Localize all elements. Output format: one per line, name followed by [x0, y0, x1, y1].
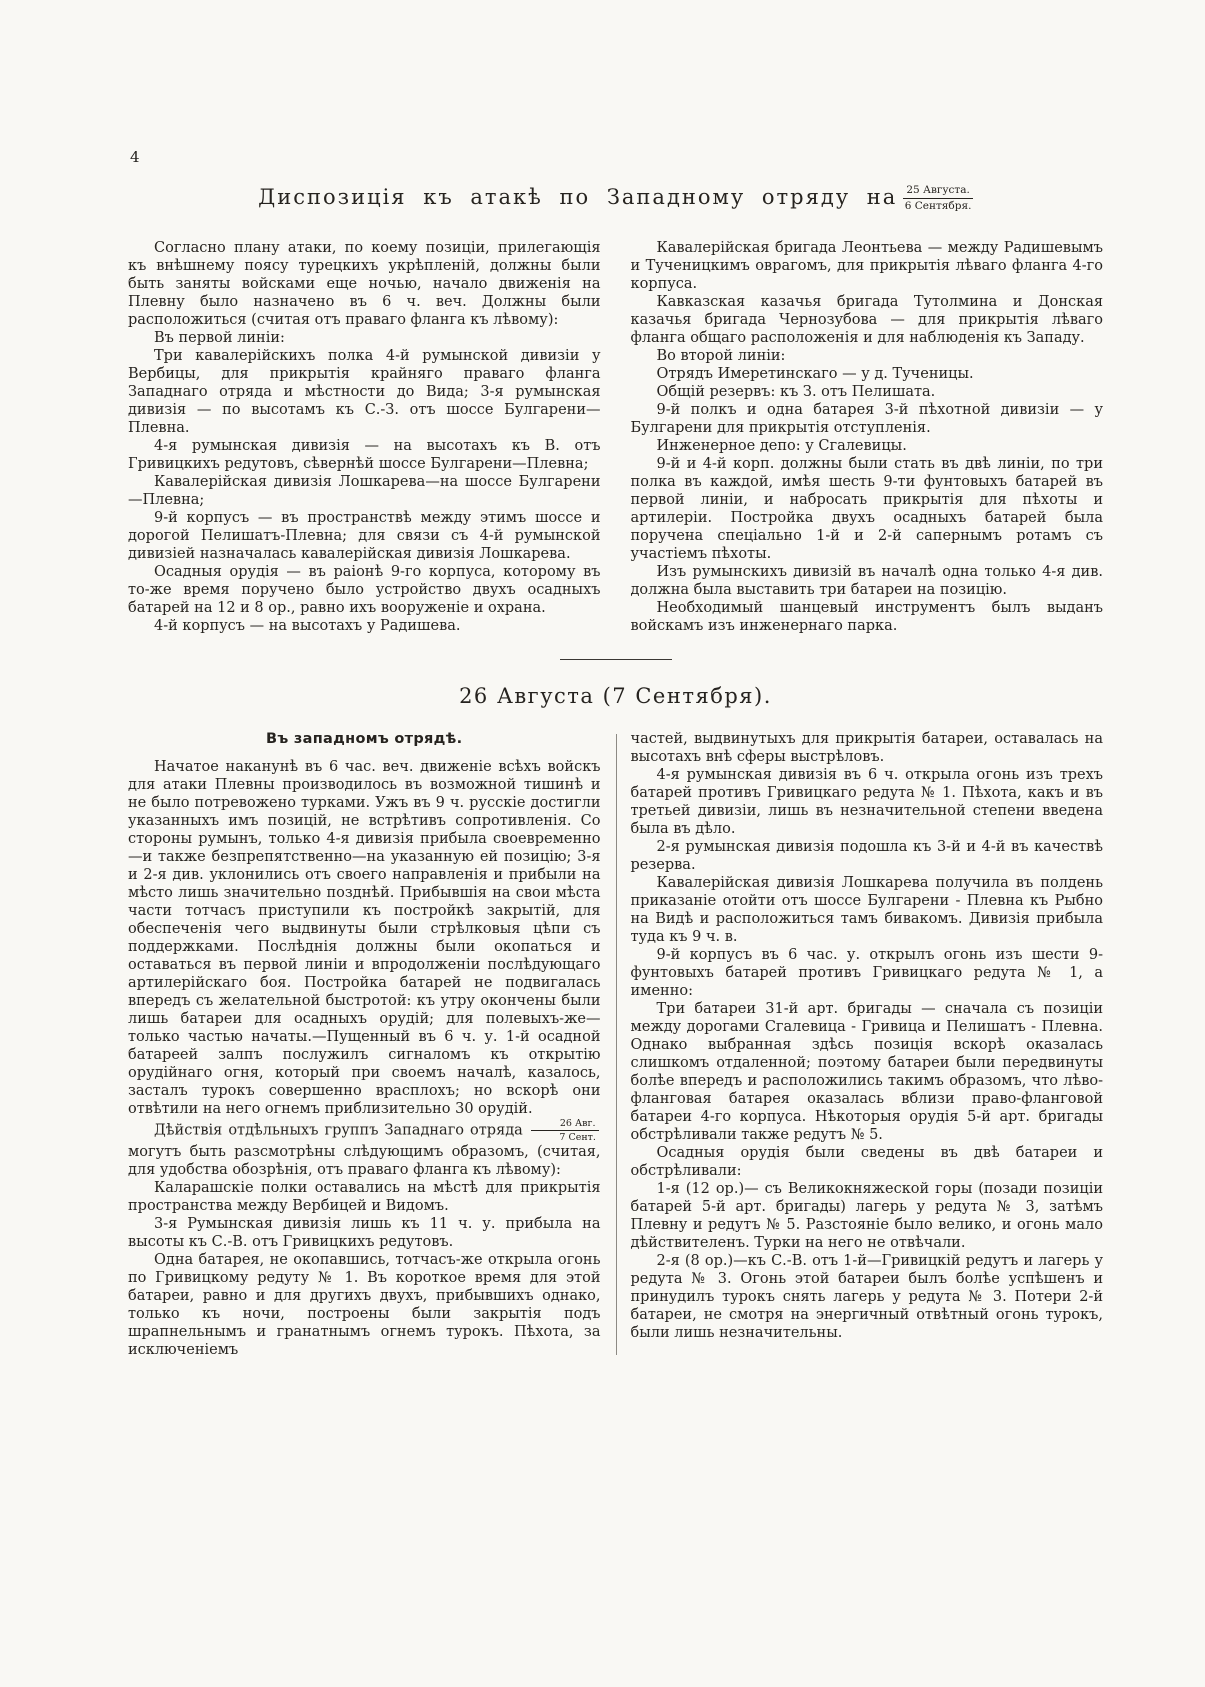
- paragraph: Кавалерійская дивизія Лошкарева—на шоссе Булгарени—Плевна;: [128, 474, 601, 508]
- main-heading-text: Диспозиція къ атакѣ по Западному отряду на: [258, 185, 898, 209]
- paragraph: 9-й и 4-й корп. должны были стать въ двѣ линіи, по три полка въ каждой, имѣя шесть 9-ти фунтовыхъ батарей въ первой линіи, и набросать прикрытія для пѣхоты и артилеріи. Постройка двухъ осадныхъ батарей была поручена спеціально 1-й и 2-й сапернымъ ротамъ съ участіемъ пѣхоты.: [630, 456, 1103, 562]
- fraction-para-after: могутъ быть разсмотрѣны слѣдующимъ образомъ, (считая, для удобства обозрѣнія, отъ праваго фланга къ лѣвому):: [128, 1144, 601, 1178]
- paragraph: 3-я Румынская дивизія лишь къ 11 ч. у. прибыла на высоты къ С.-В. отъ Гривицкихъ редутовъ.: [128, 1216, 601, 1250]
- date-section-heading: 26 Августа (7 Сентября).: [459, 684, 772, 708]
- paragraph: Осадныя орудія — въ раіонѣ 9-го корпуса, которому въ то-же время поручено было устройство двухъ осадныхъ батарей на 12 и 8 ор., равно ихъ вооруженіе и охрана.: [128, 564, 601, 616]
- western-detachment-subheading: Въ западномъ отрядѣ.: [266, 731, 463, 747]
- paragraph: Осадныя орудія были сведены въ двѣ батареи и обстрѣливали:: [630, 1145, 1103, 1179]
- paragraph: 4-я румынская дивизія — на высотахъ къ В. отъ Гривицкихъ редутовъ, сѣвернѣй шоссе Булгарени—Плевна;: [128, 438, 601, 472]
- date-fraction-denominator: 6 Сентября.: [904, 200, 972, 212]
- paragraph: Кавалерійская дивизія Лошкарева получила въ полдень приказаніе отойти отъ шоссе Булгарени - Плевна къ Рыбно на Видѣ и расположиться тамъ бивакомъ. Дивизія прибыла туда къ 9 ч. в.: [630, 875, 1103, 945]
- paragraph: 4-й корпусъ — на высотахъ у Радишева.: [154, 618, 461, 634]
- page-content: [128, 182, 1103, 1359]
- date-fraction: [903, 184, 973, 213]
- paragraph: Согласно плану атаки, по коему позиціи, прилегающія къ внѣшнему поясу турецкихъ укрѣпленій, должны были быть заняты войсками еще ночью, начало движенія на Плевну было назначено въ 6 ч. веч. Должны были расположиться (считая отъ праваго фланга къ лѣвому):: [128, 240, 601, 328]
- disposition-column-left: [128, 239, 601, 635]
- inline-date-fraction-denominator: 7 Сент.: [559, 1132, 596, 1143]
- section-26-august: [128, 730, 1103, 1359]
- paragraph: 9-й корпусъ въ 6 час. у. открылъ огонь изъ шести 9-фунтовыхъ батарей противъ Гривицкаго редута № 1, а именно:: [630, 947, 1103, 999]
- paragraph: 4-я румынская дивизія въ 6 ч. открыла огонь изъ трехъ батарей противъ Гривицкаго редута № 1. Пѣхота, какъ и въ третьей дивизіи, лишь въ незначительной степени введена была въ дѣло.: [630, 767, 1103, 837]
- paragraph: Начатое наканунѣ въ 6 час. веч. движеніе всѣхъ войскъ для атаки Плевны производилось въ возможной тишинѣ и не было потревожено турками. Ужъ въ 9 ч. русскіе достигли указанныхъ имъ позицій, не встрѣтивъ сопротивленія. Со стороны румынъ, только 4-я дивизія прибыла своевременно—и также безпрепятственно—на указанную ей позицію; 3-я и 2-я див. уклонились отъ своего направленія и прибыли на мѣсто лишь значительно позднѣй. Прибывшія на свои мѣста части тотчасъ приступили къ постройкѣ закрытій, для обеспеченія чего выдвинуты были стрѣлковыя цѣпи съ поддержками. Послѣднія должны были окопаться и оставаться въ первой линіи и впродолженіи послѣдующаго артилерійскаго боя. Постройка батарей не подвигалась впередъ съ желательной быстротой: къ утру окончены были лишь батареи для осадныхъ орудій; для полевыхъ-же—только частью начаты.—Пущенный въ 6 ч. у. 1-й осадной батареей залпъ послужилъ сигналомъ къ открытію орудійнаго огня, который при своемъ началѣ, казалось, засталъ турокъ совершенно врасплохъ; но вскорѣ они отвѣтили на него огнемъ приблизительно 30 орудій.: [128, 759, 601, 1117]
- paragraph: 1-я (12 ор.)— съ Великокняжеской горы (позади позиціи батарей 5-й арт. бригады) лагерь у редута № 3, затѣмъ Плевну и редутъ № 5. Разстояніе было велико, и огонь мало дѣйствителенъ. Турки на него не отвѣчали.: [630, 1181, 1103, 1251]
- paragraph: Изъ румынскихъ дивизій въ началѣ одна только 4-я див. должна была выставить три батареи на позицію.: [630, 564, 1103, 598]
- fraction-para-before: Дѣйствія отдѣльныхъ группъ Западнаго отряда: [154, 1122, 523, 1139]
- paragraph: Каларашскіе полки оставались на мѣстѣ для прикрытія пространства между Вербицей и Видомъ.: [128, 1180, 601, 1214]
- main-heading: [128, 182, 1103, 213]
- section-disposition: [128, 239, 1103, 635]
- paragraph: Общій резервъ: къ З. отъ Пелишата.: [656, 384, 936, 400]
- paragraph-continuation: частей, выдвинутыхъ для прикрытія батареи, оставалась на высотахъ внѣ сферы выстрѣловъ.: [630, 731, 1103, 765]
- section-divider: [560, 659, 672, 660]
- date-fraction-numerator: 25 Августа.: [903, 184, 973, 199]
- paragraph: 2-я (8 ор.)—къ С.-В. отъ 1-й—Гривицкій редутъ и лагерь у редута № 3. Огонь этой батареи былъ болѣе успѣшенъ и принудилъ турокъ снять лагерь у редута № 3. Потери 2-й батареи, не смотря на энергичный отвѣтный огонь турокъ, были лишь незначительны.: [630, 1253, 1103, 1341]
- paragraph: Кавалерійская бригада Леонтьева — между Радишевымъ и Тученицкимъ оврагомъ, для прикрытія лѣваго фланга 4-го корпуса.: [630, 240, 1103, 292]
- paragraph: Отрядъ Имеретинскаго — у д. Тученицы.: [656, 366, 974, 382]
- paragraph: 9-й корпусъ — въ пространствѣ между этимъ шоссе и дорогой Пелишатъ-Плевна; для связи съ 4-й румынской дивизіей назначалась кавалерійская дивизія Лошкарева.: [128, 510, 601, 562]
- page-number: 4: [130, 148, 140, 166]
- paragraph-with-date-fraction: [128, 1118, 601, 1179]
- paragraph: Одна батарея, не окопавшись, тотчасъ-же открыла огонь по Гривицкому редуту № 1. Въ короткое время для этой батареи, равно и для другихъ двухъ, прибывшихъ однако, только къ ночи, построены были закрытія подъ шрапнельнымъ и гранатнымъ огнемъ турокъ. Пѣхота, за исключеніемъ: [128, 1252, 601, 1358]
- inline-date-fraction: [531, 1118, 599, 1143]
- august26-column-left: [128, 730, 601, 1359]
- paragraph: 9-й полкъ и одна батарея 3-й пѣхотной дивизіи — у Булгарени для прикрытія отступленія.: [630, 402, 1103, 436]
- paragraph: Инженерное депо: у Сгалевицы.: [656, 438, 907, 454]
- disposition-column-right: [631, 239, 1104, 635]
- paragraph: Во второй линіи:: [656, 348, 786, 364]
- paragraph: Кавказская казачья бригада Тутолмина и Донская казачья бригада Чернозубова — для прикрытія лѣваго фланга общаго расположенія и для наблюденія къ Западу.: [630, 294, 1103, 346]
- paragraph: Въ первой линіи:: [154, 330, 285, 346]
- paragraph: Три батареи 31-й арт. бригады — сначала съ позиціи между дорогами Сгалевица - Гривица и Пелишатъ - Плевна. Однако выбранная здѣсь позиція вскорѣ оказалась слишкомъ отдаленной; поэтому батареи были передвинуты болѣе впередъ и расположились такимъ образомъ, что лѣво-фланговая батарея оказалась вблизи право-фланговой батареи 4-го корпуса. Нѣкоторыя орудія 5-й арт. бригады обстрѣливали также редутъ № 5.: [630, 1001, 1103, 1143]
- august26-column-right: [631, 730, 1104, 1359]
- inline-date-fraction-numerator: 26 Авг.: [531, 1118, 599, 1131]
- paragraph: 2-я румынская дивизія подошла къ 3-й и 4-й въ качествѣ резерва.: [630, 839, 1103, 873]
- paragraph: Необходимый шанцевый инструментъ былъ выданъ войскамъ изъ инженернаго парка.: [630, 600, 1103, 634]
- paragraph: Три кавалерійскихъ полка 4-й румынской дивизіи у Вербицы, для прикрытія крайняго праваго фланга Западнаго отряда и мѣстности до Вида; 3-я румынская дивизія — по высотамъ къ С.-З. отъ шоссе Булгарени—Плевна.: [128, 348, 601, 436]
- column-divider-rule: [616, 734, 617, 1355]
